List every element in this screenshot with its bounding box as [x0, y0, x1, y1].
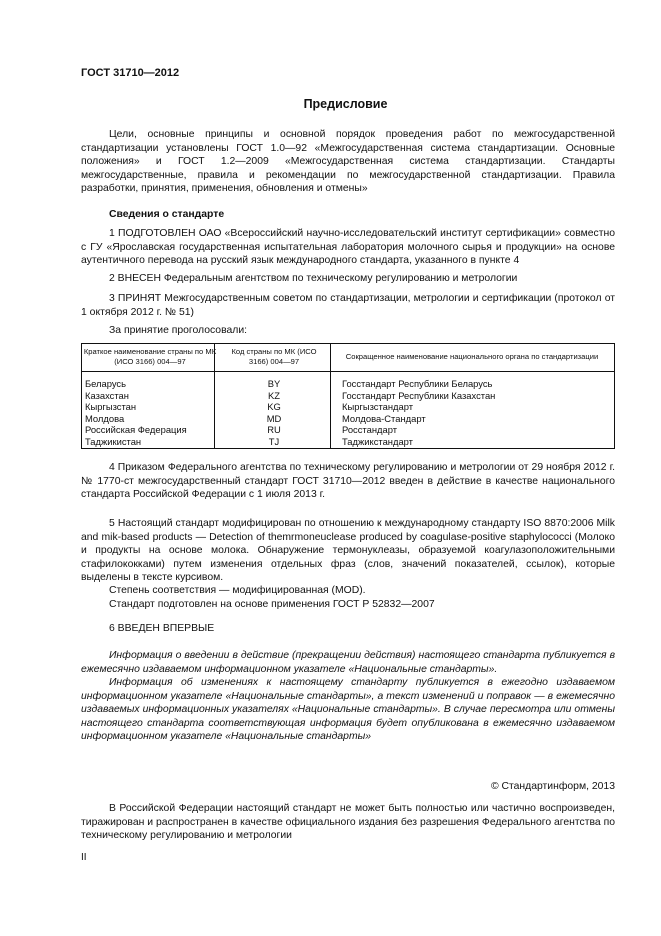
- code-cell: BY: [267, 378, 281, 389]
- item-4-order: 4 Приказом Федерального агентства по техническому регулированию и метрологии от 29 ноября 2012 г. № 1770-ст межгосударственный стандарт ГОСТ 31710—2012 введен в действие в качестве национального стандарта Российской Федерации с 1 июля 2013 г.: [81, 462, 615, 501]
- info-paragraph-2: Информация об изменениях к настоящему стандарту публикуется в ежегодно издаваемом информационном указателе «Национальные стандарты», а текст изменений и поправок — в ежемесячно издаваемых информационных указателях «Национальные стандарты». В случае пересмотра или отмены настоящего стандарта соответствующая информация будет опубликована в ежемесячно издаваемом информационном указателе «Национальные стандарты»: [81, 677, 615, 743]
- country-cell: Молдова: [85, 412, 125, 424]
- copyright: © Стандартинформ, 2013: [490, 781, 615, 792]
- body-cell: Таджикстандарт: [342, 435, 413, 447]
- section-title: Сведения о стандарте: [109, 209, 225, 220]
- country-cell: Беларусь: [85, 378, 127, 389]
- table-row: [81, 413, 615, 425]
- table-row: [81, 401, 615, 413]
- info-paragraph-1: Информация о введении в действие (прекращении действия) настоящего стандарта публикуется в ежемесячно издаваемом информационном указателе «Национальные стандарты».: [81, 650, 615, 675]
- code-cell: TJ: [268, 435, 280, 447]
- table-header-row: [81, 343, 615, 372]
- vote-table: [81, 343, 615, 447]
- page-number: II: [81, 852, 87, 863]
- table-row: [81, 378, 615, 390]
- item-2-introduced: 2 ВНЕСЕН Федеральным агентством по техническому регулированию и метрологии: [109, 273, 518, 284]
- col-header-country: Краткое наименование страны по МК (ИСО 3166) 004—97: [81, 343, 219, 372]
- item-6-first-introduced: 6 ВВЕДЕН ВПЕРВЫЕ: [109, 623, 215, 634]
- intro-paragraph: Цели, основные принципы и основной порядок проведения работ по межгосударственной стандартизации установлены ГОСТ 1.0—92 «Межгосударственная система стандартизации. Основные положения» и ГОСТ 1.2—2009 «Межгосударственная система стандартизации. Стандарты межгосударственные, правила и рекомендации по межгосударственной стандартизации. Правила разработки, принятия, применения, обновления и отмены»: [81, 129, 615, 195]
- code-cell: RU: [267, 424, 281, 435]
- item-1-prepared: 1 ПОДГОТОВЛЕН ОАО «Всероссийский научно-исследовательский институт сертификации» совместно с ГУ «Ярославская государственная испытательная лаборатория молочного сырья и продукции» на основе аутентичного перевода на русский язык международного стандарта, указанного в пункте 4: [81, 228, 615, 267]
- table-row: [81, 390, 615, 402]
- code-cell: KG: [267, 401, 281, 412]
- vote-label: За принятие проголосовали:: [109, 325, 248, 336]
- country-cell: Таджикистан: [85, 435, 142, 447]
- table-row: [81, 424, 615, 436]
- doc-code-header: ГОСТ 31710—2012: [81, 67, 180, 79]
- code-cell: KZ: [268, 389, 280, 401]
- footer-notice: В Российской Федерации настоящий стандарт не может быть полностью или частично воспроизведен, тиражирован и распространен в качестве официального издания без разрешения Федерального агентства по техническому регулированию и метрологии: [81, 803, 615, 842]
- country-cell: Кыргызстан: [85, 401, 137, 412]
- country-cell: Российская Федерация: [85, 424, 187, 435]
- code-cell: MD: [266, 412, 282, 424]
- col-header-body: Сокращенное наименование национального органа по стандартизации: [329, 343, 615, 372]
- item-5-basis: Стандарт подготовлен на основе применения ГОСТ Р 52832—2007: [109, 599, 435, 610]
- body-cell: Росстандарт: [342, 424, 397, 435]
- item-5-degree: Степень соответствия — модифицированная (MOD).: [109, 585, 366, 596]
- body-cell: Госстандарт Республики Казахстан: [342, 389, 496, 401]
- country-cell: Казахстан: [85, 389, 129, 401]
- body-cell: Госстандарт Республики Беларусь: [342, 378, 493, 389]
- item-5-modified: 5 Настоящий стандарт модифицирован по отношению к международному стандарту ISO 8870:2006 Milk and mik-based products — Detection of themrmoneuclease produced by coagulase-positive staphylococci (Молоко и продукты на основе молока. Обнаружение термонуклеазы, образуемой коагулазоположительными стафилококками) путем изменения отдельных фраз (слов, значений показателей, ссылок), которые выделены в тексте курсивом.: [81, 518, 615, 584]
- item-3-adopted: 3 ПРИНЯТ Межгосударственным советом по стандартизации, метрологии и сертификации (протокол от 1 октября 2012 г. № 51): [81, 293, 615, 318]
- table-row: [81, 436, 615, 448]
- col-header-code: Код страны по МК (ИСО 3166) 004—97: [219, 343, 329, 372]
- page-title: Предисловие: [303, 97, 388, 111]
- body-cell: Молдова-Стандарт: [342, 412, 426, 424]
- body-cell: Кыргызстандарт: [342, 401, 414, 412]
